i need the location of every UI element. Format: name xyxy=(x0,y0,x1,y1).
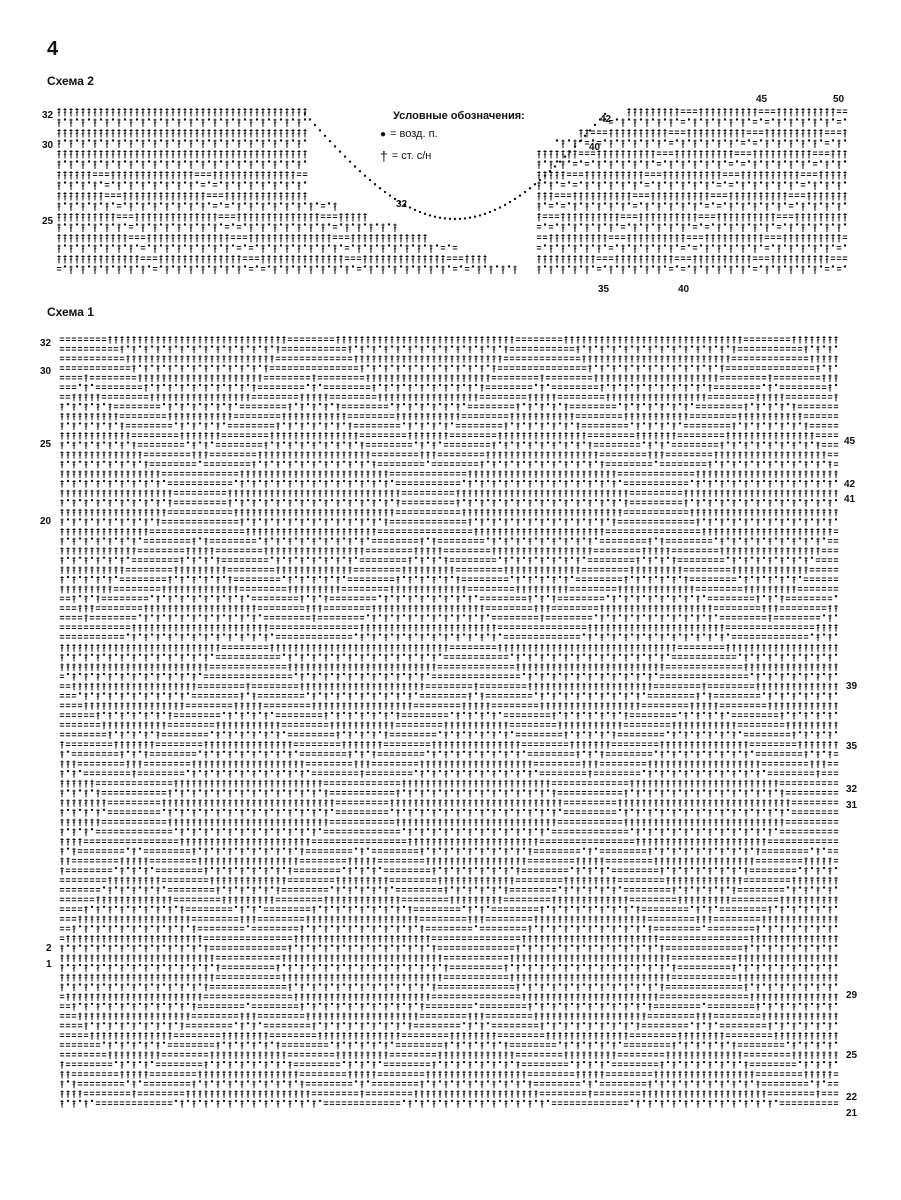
legend-item-text: = ст. с/н xyxy=(392,150,432,162)
scheme1-title: Схема 1 xyxy=(47,305,94,319)
scheme2-bottom-label: 40 xyxy=(678,284,689,295)
scheme1-row-label: 32 xyxy=(40,338,51,349)
scheme2-side-label: 40 xyxy=(589,142,600,153)
scheme2-top-label: 50 xyxy=(833,94,844,105)
scheme2-left-shoulder xyxy=(57,108,517,274)
scheme2-row-label: 25 xyxy=(42,216,53,227)
scheme1-row-label: 20 xyxy=(40,516,51,527)
scheme1-row-label-right: 21 xyxy=(846,1108,857,1119)
scheme1-upper-block xyxy=(60,336,838,641)
scheme1-row-label-right: 42 xyxy=(844,479,855,490)
scheme2-chart xyxy=(55,104,855,286)
scheme1-row-label-right: 35 xyxy=(846,741,857,752)
scheme2-top-label: 45 xyxy=(756,94,767,105)
scheme2-bottom-label: 35 xyxy=(598,284,609,295)
scheme2-title: Схема 2 xyxy=(47,74,94,88)
scheme1-row-label: 25 xyxy=(40,439,51,450)
scheme2-row-label: 30 xyxy=(42,140,53,151)
scheme1-row-label-right: 31 xyxy=(846,800,857,811)
scheme1-row-label-right: 41 xyxy=(844,494,855,505)
scheme2-neck-label: 32 xyxy=(396,199,407,210)
scheme1-row-label: 2 xyxy=(46,943,52,954)
chain-stitch-icon: ● xyxy=(380,129,386,140)
scheme1-row-label: 30 xyxy=(40,366,51,377)
legend-title: Условные обозначения: xyxy=(393,110,525,122)
scheme1-chart xyxy=(58,334,842,1124)
scheme1-row-label-right: 25 xyxy=(846,1050,857,1061)
scheme1-row-label-right: 39 xyxy=(846,681,857,692)
scheme1-row-label: 1 xyxy=(46,959,52,970)
scheme2-side-label: 42 xyxy=(600,114,611,125)
scheme1-row-label-right: 45 xyxy=(844,436,855,447)
legend-item-text: = возд. п. xyxy=(390,128,438,140)
page-number: 4 xyxy=(47,38,58,61)
scheme1-row-label-right: 32 xyxy=(846,784,857,795)
scheme2-row-label: 32 xyxy=(42,110,53,121)
double-crochet-icon: † xyxy=(380,148,388,164)
scheme2-right-shoulder xyxy=(537,108,847,274)
scheme1-lower-block xyxy=(60,644,838,1108)
scheme1-row-label-right: 29 xyxy=(846,990,857,1001)
scheme1-row-label-right: 22 xyxy=(846,1092,857,1103)
